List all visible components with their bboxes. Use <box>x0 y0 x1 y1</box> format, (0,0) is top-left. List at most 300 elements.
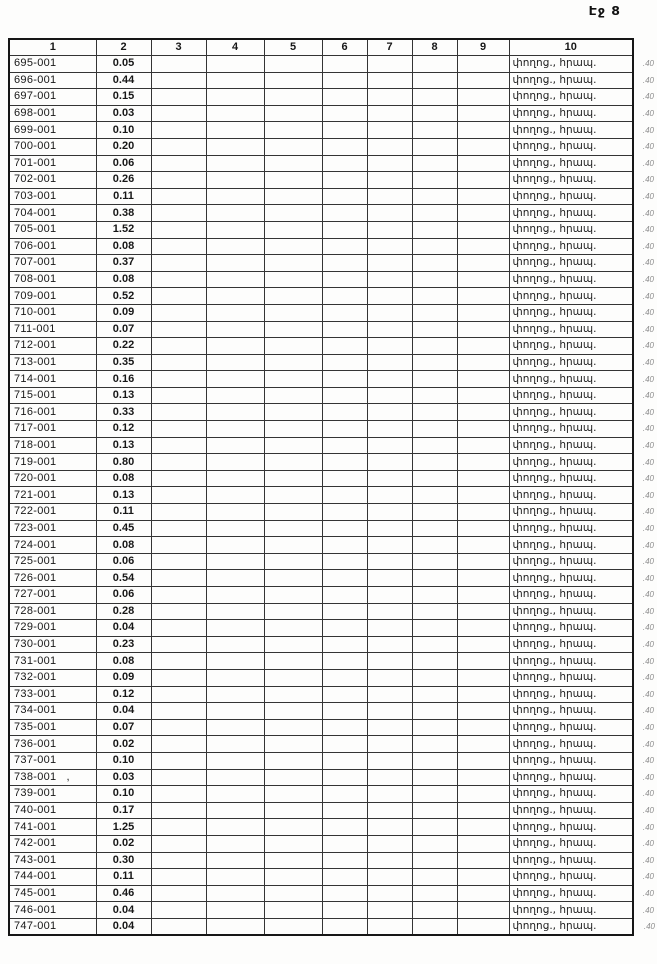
empty-cell <box>322 437 367 454</box>
empty-cell <box>457 56 509 73</box>
length-value-cell: 0.20 <box>96 138 151 155</box>
length-value-cell: 1.52 <box>96 221 151 238</box>
margin-mark: .40 <box>642 507 654 517</box>
empty-cell <box>322 354 367 371</box>
empty-cell <box>412 454 457 471</box>
table-row <box>9 221 657 238</box>
length-value-cell: 0.07 <box>96 719 151 736</box>
empty-cell <box>151 802 206 819</box>
empty-cell <box>322 819 367 836</box>
column-header: 1 <box>9 39 96 56</box>
empty-cell <box>367 238 412 255</box>
empty-cell <box>206 686 264 703</box>
empty-cell <box>457 255 509 272</box>
empty-cell <box>206 470 264 487</box>
length-value-cell: 0.08 <box>96 238 151 255</box>
margin-mark: .40 <box>642 457 654 467</box>
empty-cell <box>264 188 322 205</box>
empty-cell <box>322 869 367 886</box>
street-type-cell: փողոց., հրապ. <box>509 205 633 222</box>
empty-cell <box>206 885 264 902</box>
empty-cell <box>322 520 367 537</box>
empty-cell <box>322 56 367 73</box>
empty-cell <box>151 819 206 836</box>
street-type-cell: փողոց., հրապ. <box>509 819 633 836</box>
empty-cell <box>206 703 264 720</box>
empty-cell <box>151 553 206 570</box>
empty-cell <box>151 719 206 736</box>
empty-cell <box>367 321 412 338</box>
empty-cell <box>457 802 509 819</box>
length-value-cell: 0.15 <box>96 89 151 106</box>
empty-cell <box>412 769 457 786</box>
street-type-cell: փողոց., հրապ. <box>509 636 633 653</box>
margin-mark: .40 <box>642 623 654 633</box>
length-value-cell: 0.02 <box>96 835 151 852</box>
empty-cell <box>367 470 412 487</box>
margin-mark: .40 <box>642 540 654 550</box>
margin-mark: .40 <box>642 590 654 600</box>
row-id-cell: 745-001 <box>9 885 96 902</box>
row-id-cell: 731-001 <box>9 653 96 670</box>
empty-cell <box>367 155 412 172</box>
street-type-cell: փողոց., հրապ. <box>509 653 633 670</box>
empty-cell <box>264 387 322 404</box>
empty-cell <box>367 437 412 454</box>
street-type-cell: փողոց., հրապ. <box>509 89 633 106</box>
row-id-cell: 718-001 <box>9 437 96 454</box>
document-table <box>8 38 657 936</box>
empty-cell <box>206 719 264 736</box>
table-row <box>9 321 657 338</box>
empty-cell <box>151 752 206 769</box>
row-id-cell: 703-001 <box>9 188 96 205</box>
empty-cell <box>206 769 264 786</box>
length-value-cell: 0.23 <box>96 636 151 653</box>
empty-cell <box>367 221 412 238</box>
margin-mark: .40 <box>642 905 654 915</box>
column-header: 10 <box>509 39 633 56</box>
row-id-cell: 724-001 <box>9 537 96 554</box>
empty-cell <box>457 487 509 504</box>
empty-cell <box>264 454 322 471</box>
empty-cell <box>367 669 412 686</box>
street-type-cell: փողոց., հրապ. <box>509 238 633 255</box>
empty-cell <box>412 404 457 421</box>
empty-cell <box>151 304 206 321</box>
margin-mark: .40 <box>642 175 654 185</box>
empty-cell <box>412 387 457 404</box>
empty-cell <box>151 703 206 720</box>
empty-cell <box>264 421 322 438</box>
table-row <box>9 636 657 653</box>
empty-cell <box>151 105 206 122</box>
margin-mark: .40 <box>642 474 654 484</box>
length-value-cell: 1.25 <box>96 819 151 836</box>
length-value-cell: 0.35 <box>96 354 151 371</box>
empty-cell <box>457 603 509 620</box>
empty-cell <box>206 321 264 338</box>
row-id-cell: 721-001 <box>9 487 96 504</box>
margin-mark: .40 <box>642 640 654 650</box>
row-id-cell: 725-001 <box>9 553 96 570</box>
empty-cell <box>367 89 412 106</box>
table-row <box>9 653 657 670</box>
empty-cell <box>457 852 509 869</box>
empty-cell <box>322 304 367 321</box>
empty-cell <box>264 869 322 886</box>
empty-cell <box>151 89 206 106</box>
street-type-cell: փողոց., հրապ. <box>509 221 633 238</box>
empty-cell <box>264 570 322 587</box>
empty-cell <box>322 72 367 89</box>
empty-cell <box>412 603 457 620</box>
street-type-cell: փողոց., հրապ. <box>509 786 633 803</box>
empty-cell <box>151 686 206 703</box>
empty-cell <box>264 487 322 504</box>
empty-cell <box>206 221 264 238</box>
margin-mark: .40 <box>642 374 654 384</box>
empty-cell <box>151 72 206 89</box>
margin-mark: .40 <box>642 225 654 235</box>
row-id-cell: 719-001 <box>9 454 96 471</box>
empty-cell <box>457 138 509 155</box>
row-id-cell: 735-001 <box>9 719 96 736</box>
empty-cell <box>457 819 509 836</box>
row-id-cell: 727-001 <box>9 587 96 604</box>
length-value-cell: 0.04 <box>96 918 151 935</box>
street-type-cell: փողոց., հրապ. <box>509 271 633 288</box>
margin-mark: .40 <box>642 357 654 367</box>
length-value-cell: 0.06 <box>96 155 151 172</box>
empty-cell <box>412 537 457 554</box>
street-type-cell: փողոց., հրապ. <box>509 603 633 620</box>
empty-cell <box>264 221 322 238</box>
empty-cell <box>151 221 206 238</box>
empty-cell <box>367 537 412 554</box>
empty-cell <box>151 885 206 902</box>
table-row <box>9 520 657 537</box>
row-id-cell: 744-001 <box>9 869 96 886</box>
empty-cell <box>264 719 322 736</box>
empty-cell <box>367 802 412 819</box>
empty-cell <box>264 653 322 670</box>
length-value-cell: 0.12 <box>96 421 151 438</box>
length-value-cell: 0.04 <box>96 703 151 720</box>
margin-mark: .40 <box>642 440 654 450</box>
empty-cell <box>457 371 509 388</box>
empty-cell <box>412 686 457 703</box>
margin-mark: .40 <box>642 407 654 417</box>
empty-cell <box>322 719 367 736</box>
table-row <box>9 105 657 122</box>
row-id-cell: 700-001 <box>9 138 96 155</box>
street-type-cell: փողոց., հրապ. <box>509 354 633 371</box>
empty-cell <box>151 504 206 521</box>
column-header: 9 <box>457 39 509 56</box>
empty-cell <box>457 354 509 371</box>
length-value-cell: 0.11 <box>96 869 151 886</box>
street-type-cell: փողոց., հրապ. <box>509 752 633 769</box>
empty-cell <box>412 719 457 736</box>
row-id-cell: 746-001 <box>9 902 96 919</box>
street-type-cell: փողոց., հրապ. <box>509 122 633 139</box>
row-id-cell: 704-001 <box>9 205 96 222</box>
margin-mark: .40 <box>642 92 654 102</box>
table-row <box>9 703 657 720</box>
empty-cell <box>412 736 457 753</box>
table-row <box>9 255 657 272</box>
empty-cell <box>412 636 457 653</box>
empty-cell <box>412 138 457 155</box>
empty-cell <box>457 304 509 321</box>
street-type-cell: փողոց., հրապ. <box>509 852 633 869</box>
table-row <box>9 188 657 205</box>
empty-cell <box>151 421 206 438</box>
empty-cell <box>206 636 264 653</box>
row-id-cell: 707-001 <box>9 255 96 272</box>
empty-cell <box>412 487 457 504</box>
empty-cell <box>151 271 206 288</box>
length-value-cell: 0.02 <box>96 736 151 753</box>
empty-cell <box>322 255 367 272</box>
column-header: 2 <box>96 39 151 56</box>
empty-cell <box>151 653 206 670</box>
length-value-cell: 0.05 <box>96 56 151 73</box>
empty-cell <box>206 752 264 769</box>
table-row <box>9 570 657 587</box>
empty-cell <box>151 354 206 371</box>
empty-cell <box>264 620 322 637</box>
table-row <box>9 835 657 852</box>
table-row <box>9 56 657 73</box>
empty-cell <box>264 802 322 819</box>
row-id-cell: 734-001 <box>9 703 96 720</box>
empty-cell <box>264 686 322 703</box>
table-row <box>9 404 657 421</box>
table-row <box>9 454 657 471</box>
empty-cell <box>151 537 206 554</box>
margin-mark: .40 <box>642 324 654 334</box>
empty-cell <box>322 620 367 637</box>
margin-mark: .40 <box>642 557 654 567</box>
table-row <box>9 553 657 570</box>
table-body <box>9 56 657 936</box>
empty-cell <box>457 271 509 288</box>
row-id-cell: 723-001 <box>9 520 96 537</box>
margin-mark: .40 <box>642 523 654 533</box>
table-row <box>9 885 657 902</box>
empty-cell <box>457 205 509 222</box>
table-row <box>9 786 657 803</box>
empty-cell <box>151 520 206 537</box>
empty-cell <box>206 786 264 803</box>
empty-cell <box>412 205 457 222</box>
empty-cell <box>151 172 206 189</box>
empty-cell <box>264 304 322 321</box>
row-id-cell: 697-001 <box>9 89 96 106</box>
length-value-cell: 0.08 <box>96 470 151 487</box>
row-id-cell: 739-001 <box>9 786 96 803</box>
row-id-cell: 705-001 <box>9 221 96 238</box>
margin-mark: .40 <box>642 789 654 799</box>
table-row <box>9 869 657 886</box>
empty-cell <box>322 105 367 122</box>
street-type-cell: փողոց., հրապ. <box>509 255 633 272</box>
empty-cell <box>151 835 206 852</box>
empty-cell <box>457 620 509 637</box>
empty-cell <box>457 902 509 919</box>
empty-cell <box>206 819 264 836</box>
empty-cell <box>322 504 367 521</box>
street-type-cell: փողոց., հրապ. <box>509 338 633 355</box>
empty-cell <box>151 238 206 255</box>
margin-mark: .40 <box>642 75 654 85</box>
length-value-cell: 0.26 <box>96 172 151 189</box>
empty-cell <box>457 221 509 238</box>
empty-cell <box>264 504 322 521</box>
length-value-cell: 0.10 <box>96 122 151 139</box>
empty-cell <box>206 338 264 355</box>
length-value-cell: 0.33 <box>96 404 151 421</box>
empty-cell <box>367 520 412 537</box>
table-row <box>9 769 657 786</box>
street-type-cell: փողոց., հրապ. <box>509 620 633 637</box>
table-row <box>9 736 657 753</box>
empty-cell <box>322 918 367 935</box>
empty-cell <box>367 454 412 471</box>
row-id-cell: 699-001 <box>9 122 96 139</box>
empty-cell <box>412 553 457 570</box>
empty-cell <box>206 155 264 172</box>
street-type-cell: փողոց., հրապ. <box>509 470 633 487</box>
empty-cell <box>264 89 322 106</box>
empty-cell <box>264 288 322 305</box>
empty-cell <box>151 918 206 935</box>
empty-cell <box>322 752 367 769</box>
margin-mark: .40 <box>642 739 654 749</box>
table-row <box>9 669 657 686</box>
empty-cell <box>264 587 322 604</box>
street-type-cell: փողոց., հրապ. <box>509 902 633 919</box>
empty-cell <box>367 188 412 205</box>
empty-cell <box>457 387 509 404</box>
length-value-cell: 0.04 <box>96 620 151 637</box>
margin-mark: .40 <box>642 208 654 218</box>
empty-cell <box>322 786 367 803</box>
empty-cell <box>412 437 457 454</box>
length-value-cell: 0.22 <box>96 338 151 355</box>
street-type-cell: փողոց., հրապ. <box>509 155 633 172</box>
empty-cell <box>322 138 367 155</box>
length-value-cell: 0.11 <box>96 188 151 205</box>
empty-cell <box>151 205 206 222</box>
empty-cell <box>322 205 367 222</box>
empty-cell <box>151 288 206 305</box>
street-type-cell: փողոց., հրապ. <box>509 686 633 703</box>
empty-cell <box>322 570 367 587</box>
column-header: 7 <box>367 39 412 56</box>
row-id-cell: 728-001 <box>9 603 96 620</box>
table-row <box>9 918 657 935</box>
empty-cell <box>264 918 322 935</box>
street-type-cell: փողոց., հրապ. <box>509 553 633 570</box>
margin-mark: .40 <box>642 192 654 202</box>
margin-mark: .40 <box>642 125 654 135</box>
length-value-cell: 0.30 <box>96 852 151 869</box>
empty-cell <box>367 304 412 321</box>
empty-cell <box>412 587 457 604</box>
empty-cell <box>457 338 509 355</box>
table-row <box>9 587 657 604</box>
empty-cell <box>412 421 457 438</box>
empty-cell <box>151 636 206 653</box>
empty-cell <box>412 819 457 836</box>
margin-mark: .40 <box>642 689 654 699</box>
empty-cell <box>264 105 322 122</box>
length-value-cell: 0.17 <box>96 802 151 819</box>
length-value-cell: 0.13 <box>96 487 151 504</box>
empty-cell <box>206 89 264 106</box>
empty-cell <box>151 371 206 388</box>
table-row <box>9 537 657 554</box>
street-type-cell: փողոց., հրապ. <box>509 404 633 421</box>
column-header: 5 <box>264 39 322 56</box>
empty-cell <box>412 188 457 205</box>
empty-cell <box>151 155 206 172</box>
row-id-cell: 715-001 <box>9 387 96 404</box>
empty-cell <box>322 537 367 554</box>
empty-cell <box>322 188 367 205</box>
street-type-cell: փողոց., հրապ. <box>509 885 633 902</box>
empty-cell <box>264 835 322 852</box>
empty-cell <box>367 852 412 869</box>
row-id-cell: 737-001 <box>9 752 96 769</box>
table-row <box>9 271 657 288</box>
empty-cell <box>264 172 322 189</box>
empty-cell <box>322 703 367 720</box>
empty-cell <box>367 371 412 388</box>
row-id-cell: 711-001 <box>9 321 96 338</box>
table-row <box>9 338 657 355</box>
empty-cell <box>322 155 367 172</box>
empty-cell <box>367 504 412 521</box>
street-type-cell: փողոց., հրապ. <box>509 703 633 720</box>
empty-cell <box>412 852 457 869</box>
table-row <box>9 902 657 919</box>
empty-cell <box>457 105 509 122</box>
empty-cell <box>206 520 264 537</box>
empty-cell <box>457 869 509 886</box>
margin-mark: .40 <box>642 308 654 318</box>
length-value-cell: 0.52 <box>96 288 151 305</box>
empty-cell <box>322 470 367 487</box>
empty-cell <box>264 819 322 836</box>
length-value-cell: 0.46 <box>96 885 151 902</box>
margin-mark: .40 <box>642 706 654 716</box>
empty-cell <box>151 321 206 338</box>
length-value-cell: 0.09 <box>96 304 151 321</box>
margin-spacer <box>633 39 657 56</box>
empty-cell <box>264 669 322 686</box>
empty-cell <box>264 404 322 421</box>
empty-cell <box>412 869 457 886</box>
empty-cell <box>151 736 206 753</box>
empty-cell <box>457 786 509 803</box>
street-type-cell: փողոց., հրապ. <box>509 421 633 438</box>
table-row <box>9 603 657 620</box>
empty-cell <box>206 553 264 570</box>
